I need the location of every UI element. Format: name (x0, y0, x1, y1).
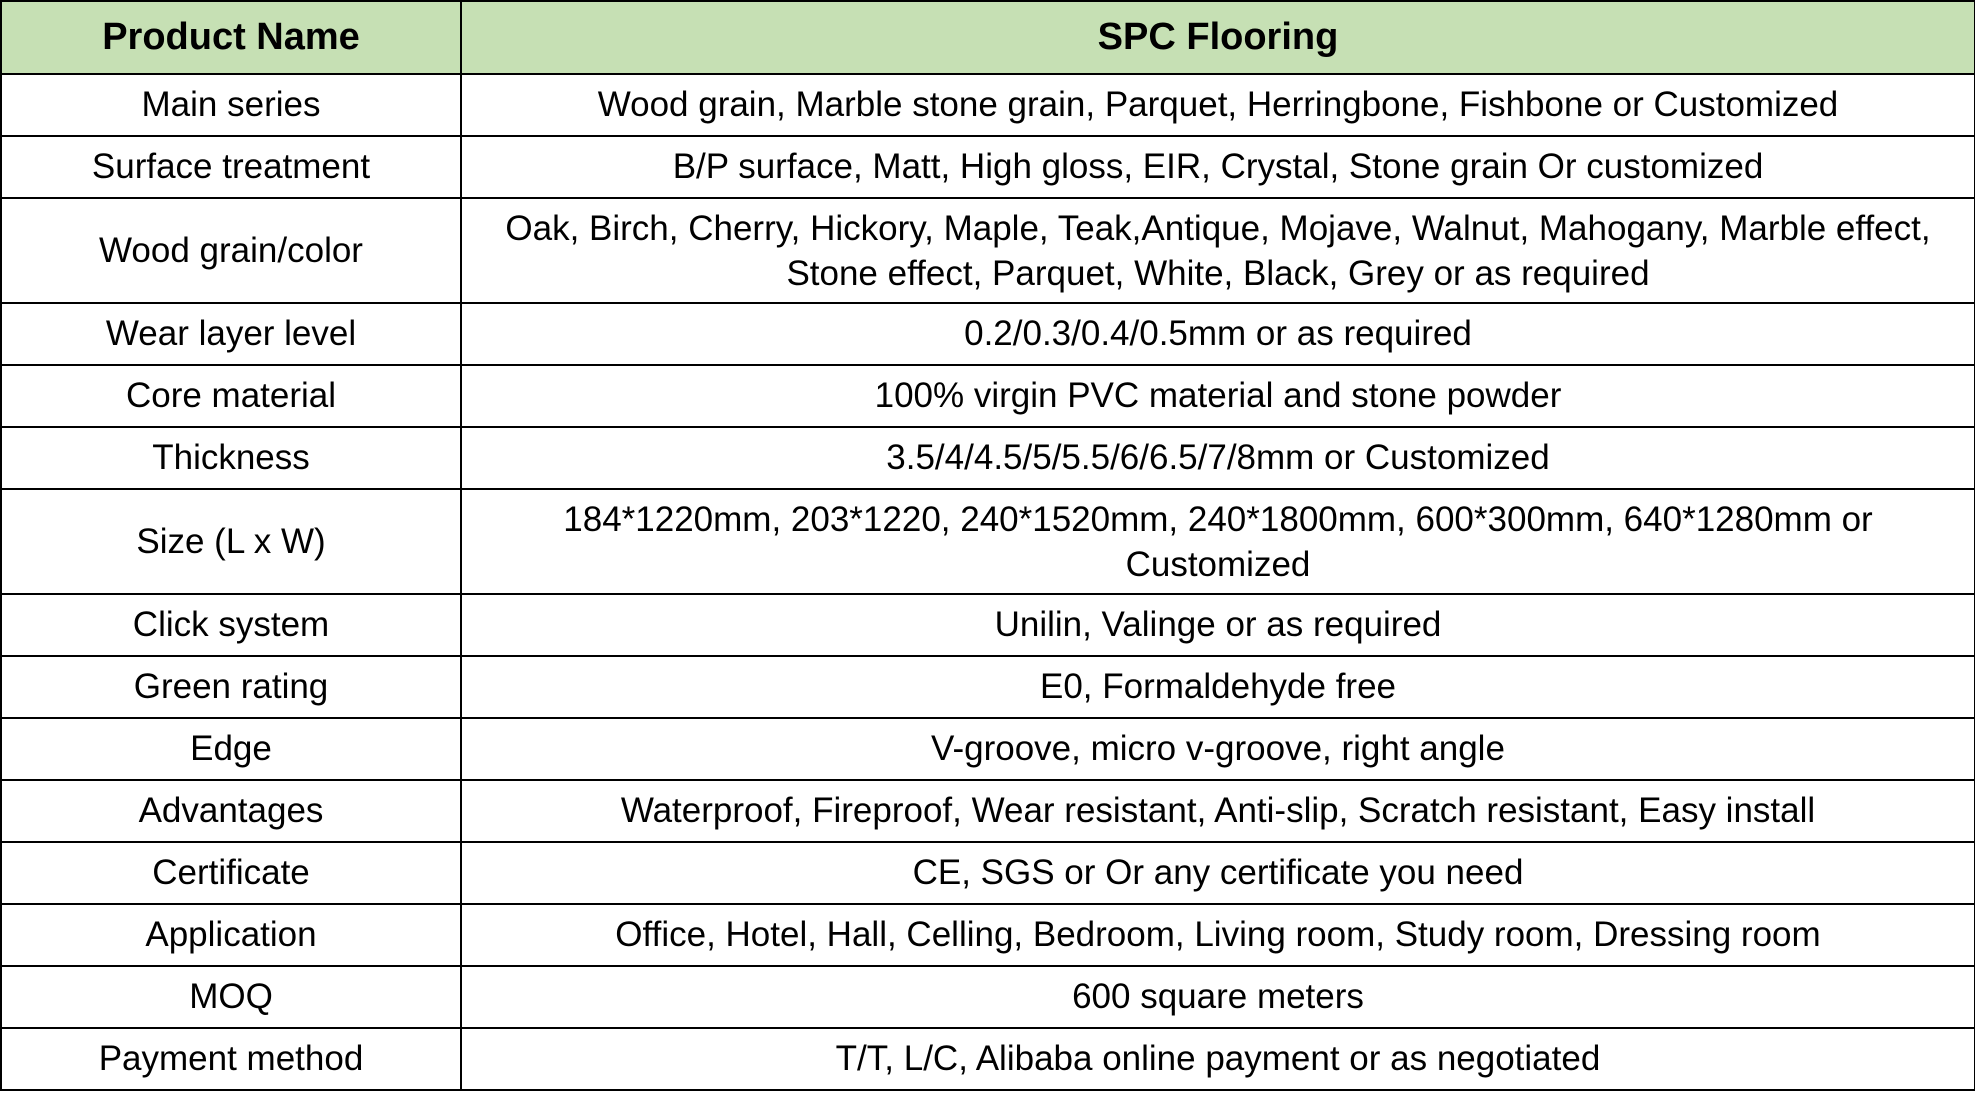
row-label: Main series (1, 74, 461, 136)
table-row (1, 489, 1975, 594)
row-label: Core material (1, 365, 461, 427)
row-value: Office, Hotel, Hall, Celling, Bedroom, Living room, Study room, Dressing room (461, 904, 1975, 966)
table-row (1, 904, 1975, 966)
table-row (1, 718, 1975, 780)
row-label: Wood grain/color (1, 198, 461, 303)
table-row (1, 74, 1975, 136)
row-value: Oak, Birch, Cherry, Hickory, Maple, Teak,Antique, Mojave, Walnut, Mahogany, Marble effect, Stone effect, Parquet, White, Black, Grey or as required (461, 198, 1975, 303)
row-value: Waterproof, Fireproof, Wear resistant, Anti-slip, Scratch resistant, Easy install (461, 780, 1975, 842)
table-row (1, 594, 1975, 656)
row-value: CE, SGS or Or any certificate you need (461, 842, 1975, 904)
table-row (1, 966, 1975, 1028)
row-label: Surface treatment (1, 136, 461, 198)
row-value: 184*1220mm, 203*1220, 240*1520mm, 240*1800mm, 600*300mm, 640*1280mm or Customized (461, 489, 1975, 594)
row-label: Wear layer level (1, 303, 461, 365)
row-value: 100% virgin PVC material and stone powder (461, 365, 1975, 427)
row-value: E0, Formaldehyde free (461, 656, 1975, 718)
row-value: 3.5/4/4.5/5/5.5/6/6.5/7/8mm or Customized (461, 427, 1975, 489)
row-label: Application (1, 904, 461, 966)
table-row (1, 198, 1975, 303)
row-label: Click system (1, 594, 461, 656)
table-row (1, 1028, 1975, 1090)
row-label: Certificate (1, 842, 461, 904)
row-label: MOQ (1, 966, 461, 1028)
row-label: Payment method (1, 1028, 461, 1090)
table-row (1, 656, 1975, 718)
table-row (1, 303, 1975, 365)
row-value: V-groove, micro v-groove, right angle (461, 718, 1975, 780)
table-row (1, 842, 1975, 904)
table-row (1, 365, 1975, 427)
row-value: 0.2/0.3/0.4/0.5mm or as required (461, 303, 1975, 365)
table-row (1, 136, 1975, 198)
row-value: 600 square meters (461, 966, 1975, 1028)
header-row (1, 1, 1975, 74)
row-label: Size (L x W) (1, 489, 461, 594)
row-value: Wood grain, Marble stone grain, Parquet, Herringbone, Fishbone or Customized (461, 74, 1975, 136)
table-row (1, 427, 1975, 489)
row-label: Edge (1, 718, 461, 780)
row-value: Unilin, Valinge or as required (461, 594, 1975, 656)
row-label: Green rating (1, 656, 461, 718)
table-row (1, 780, 1975, 842)
row-label: Advantages (1, 780, 461, 842)
row-value: T/T, L/C, Alibaba online payment or as negotiated (461, 1028, 1975, 1090)
row-label: Thickness (1, 427, 461, 489)
header-spc-flooring: SPC Flooring (461, 1, 1975, 74)
row-value: B/P surface, Matt, High gloss, EIR, Crystal, Stone grain Or customized (461, 136, 1975, 198)
header-product-name: Product Name (1, 1, 461, 74)
